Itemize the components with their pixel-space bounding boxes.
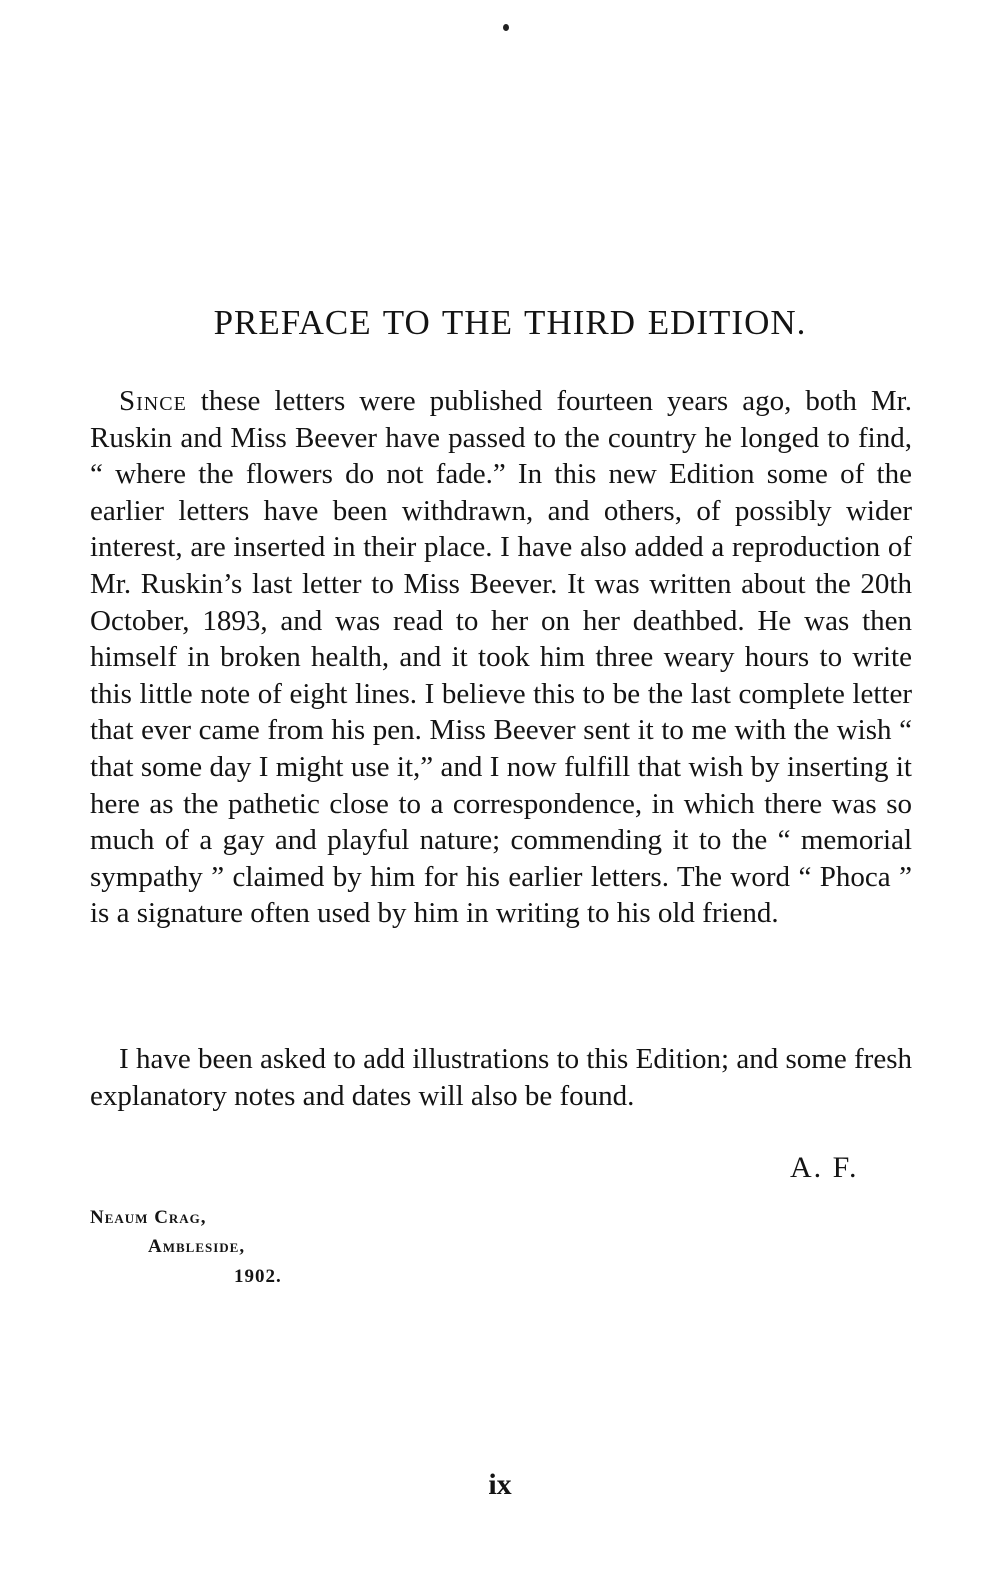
page-title: PREFACE TO THE THIRD EDITION.: [213, 303, 807, 342]
preface-paragraph-2: I have been asked to add illustrations to this Edition; and some fresh explanatory notes and dates will also be found.: [90, 1043, 912, 1112]
address-line-house: Neaum Crag,: [90, 1207, 207, 1228]
printing-speck: [503, 24, 509, 31]
address-line-year: 1902.: [234, 1266, 282, 1287]
page-number: ix: [488, 1468, 512, 1501]
author-initials: A. F.: [790, 1151, 859, 1184]
opening-word: Since: [119, 385, 187, 417]
paragraph-1-text: these letters were published fourteen years ago, both Mr. Ruskin and Miss Beever have passed to the country he longed to find, “ where the flowers do not fade.” In this new Edition some of the earlier letters have been withdrawn, and others, of possibly wider interest, are inserted in their place. I have also added a reproduction of Mr. Ruskin’s last letter to Miss Beever. It was written about the 20th October, 1893, and was read to her on her deathbed. He was then himself in broken health, and it took him three weary hours to write this little note of eight lines. I believe this to be the last complete letter that ever came from his pen. Miss Beever sent it to me with the wish “ that some day I might use it,” and I now fulfill that wish by inserting it here as the pathetic close to a correspondence, in which there was so much of a gay and playful nature; commending it to the “ memorial sympathy ” claimed by him for his earlier letters. The word “ Phoca ” is a signature often used by him in writing to his old friend.: [90, 385, 912, 930]
address-line-town: Ambleside,: [148, 1236, 246, 1257]
preface-paragraph-1: [90, 383, 912, 932]
